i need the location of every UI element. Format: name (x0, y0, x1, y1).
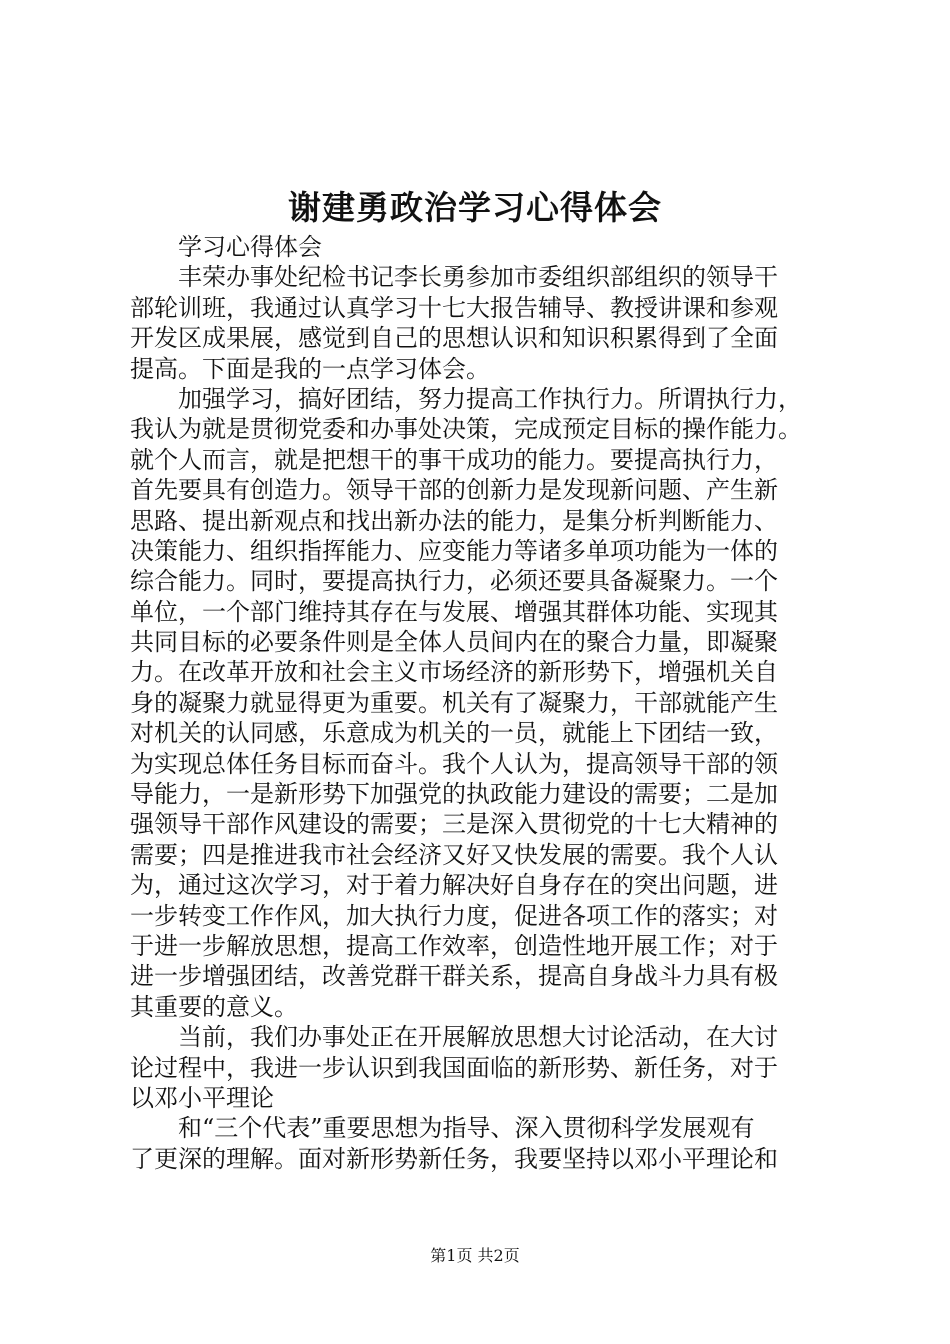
text-line: 我认为就是贯彻党委和办事处决策，完成预定目标的操作能力。 (130, 415, 802, 444)
text-line: 了更深的理解。面对新形势新任务，我要坚持以邓小平理论和 (130, 1144, 778, 1173)
text-line: 单位，一个部门维持其存在与发展、增强其群体功能、实现其 (130, 597, 778, 626)
text-line: 开发区成果展，感觉到自己的思想认识和知识积累得到了全面 (130, 324, 778, 353)
text-line: 决策能力、组织指挥能力、应变能力等诸多单项功能为一体的 (130, 536, 778, 565)
text-line: 当前，我们办事处正在开展解放思想大讨论活动，在大讨 (178, 1023, 778, 1052)
text-line: 于进一步解放思想，提高工作效率，创造性地开展工作；对于 (130, 931, 778, 960)
document-title: 谢建勇政治学习心得体会 (288, 188, 662, 227)
page-number-footer: 第1页 共2页 (430, 1246, 520, 1265)
text-line: 丰荣办事处纪检书记李长勇参加市委组织部组织的领导干 (178, 263, 778, 292)
text-line: 综合能力。同时，要提高执行力，必须还要具备凝聚力。一个 (130, 567, 778, 596)
text-line: 一步转变工作作风，加大执行力度，促进各项工作的落实；对 (130, 901, 778, 930)
text-line: 为实现总体任务目标而奋斗。我个人认为，提高领导干部的领 (130, 749, 778, 778)
text-line: 思路、提出新观点和找出新办法的能力，是集分析判断能力、 (130, 506, 778, 535)
text-line: 提高。下面是我的一点学习体会。 (130, 354, 490, 383)
text-line: 共同目标的必要条件则是全体人员间内在的聚合力量，即凝聚 (130, 628, 778, 657)
text-line: 身的凝聚力就显得更为重要。机关有了凝聚力，干部就能产生 (130, 688, 778, 717)
text-line: 进一步增强团结，改善党群干群关系，提高自身战斗力具有极 (130, 962, 778, 991)
text-line: 需要；四是推进我市社会经济又好又快发展的需要。我个人认 (130, 840, 778, 869)
text-line: 导能力，一是新形势下加强党的执政能力建设的需要；二是加 (130, 780, 778, 809)
text-line: 力。在改革开放和社会主义市场经济的新形势下，增强机关自 (130, 658, 778, 687)
text-line: 就个人而言，就是把想干的事干成功的能力。要提高执行力， (130, 445, 778, 474)
text-line: 论过程中，我进一步认识到我国面临的新形势、新任务，对于 (130, 1053, 778, 1082)
text-line: 加强学习，搞好团结，努力提高工作执行力。所谓执行力， (178, 384, 802, 413)
text-line: 对机关的认同感，乐意成为机关的一员，就能上下团结一致， (130, 719, 778, 748)
text-line: 强领导干部作风建设的需要；三是深入贯彻党的十七大精神的 (130, 810, 778, 839)
text-line: 学习心得体会 (178, 233, 322, 261)
document-body (130, 232, 830, 1174)
text-line: 为，通过这次学习，对于着力解决好自身存在的突出问题，进 (130, 871, 778, 900)
text-line: 部轮训班，我通过认真学习十七大报告辅导、教授讲课和参观 (130, 293, 778, 322)
text-line: 以邓小平理论 (130, 1083, 274, 1112)
text-line: 其重要的意义。 (130, 992, 298, 1021)
text-line: 和“三个代表”重要思想为指导、深入贯彻科学发展观有 (178, 1114, 755, 1143)
text-line: 首先要具有创造力。领导干部的创新力是发现新问题、产生新 (130, 476, 778, 505)
